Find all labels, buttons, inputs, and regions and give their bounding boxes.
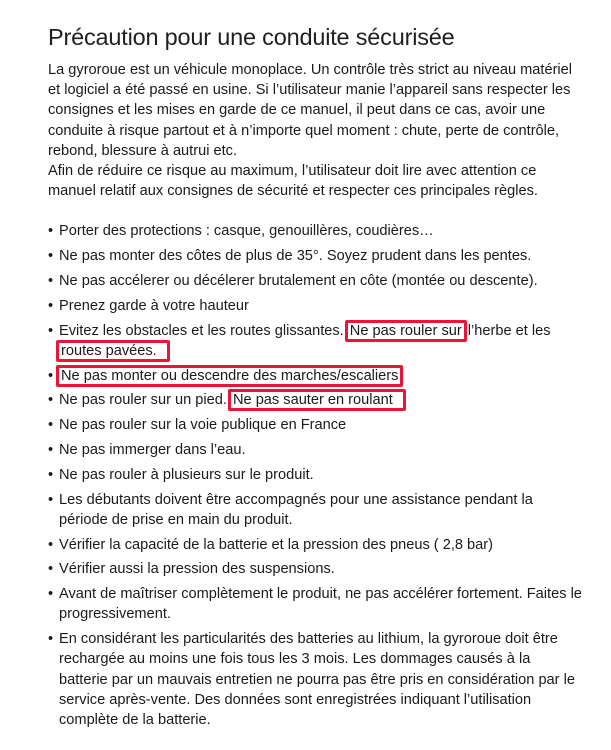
list-item: • Vérifier la capacité de la batterie et la pression des pneus ( 2,8 bar) — [48, 535, 583, 555]
list-item: • Porter des protections : casque, genouillères, coudières… — [48, 221, 583, 241]
list-item: • Vérifier aussi la pression des suspensions. — [48, 559, 583, 579]
rule-text: Ne pas rouler sur un pied. — [59, 392, 227, 409]
list-item: • En considérant les particularités des batteries au lithium, la gyroroue doit être rechargée au moins une fois tous les 3 mois. Les dommages causés à la batterie par un mauvais entretien ne pourra pas être pris en considération par le service après-vente. Des données sont enregistrées indiquant l’utilisation complète de la batterie. — [48, 629, 583, 730]
list-item: • Ne pas immerger dans l’eau. — [48, 440, 583, 460]
rule-text: l’herbe et les — [467, 322, 551, 339]
list-item: • Les débutants doivent être accompagnés pour une assistance pendant la période de prise en main du produit. — [48, 490, 583, 530]
highlight-box: routes pavées. — [56, 340, 170, 362]
intro-section — [48, 60, 583, 201]
intro-paragraph: La gyroroue est un véhicule monoplace. Un contrôle très strict au niveau matériel et logiciel a été passé en usine. Si l’utilisateur manie l’appareil sans respecter les consignes et les mises en garde de ce manuel, il peut dans ce cas, avoir une conduite à risque partout et à n’importe quel moment : chute, perte de contrôle, rebond, blessure à autrui etc. — [48, 62, 573, 159]
list-item: • Ne pas accélerer ou décélerer brutalement en côte (montée ou descente). — [48, 271, 583, 291]
list-item — [48, 321, 583, 361]
highlight-box: Ne pas rouler sur — [345, 320, 467, 342]
intro-paragraph: Afin de réduire ce risque au maximum, l’utilisateur doit lire avec attention ce manuel relatif aux consignes de sécurité et respecter ces principales règles. — [48, 163, 538, 200]
list-item: • Ne pas monter des côtes de plus de 35°. Soyez prudent dans les pentes. — [48, 246, 583, 266]
list-item: • Prenez garde à votre hauteur — [48, 296, 583, 316]
list-item — [48, 366, 583, 386]
highlight-box: Ne pas monter ou descendre des marches/escaliers — [56, 365, 403, 387]
list-item: • Ne pas rouler à plusieurs sur le produit. — [48, 465, 583, 485]
list-item: • Ne pas rouler sur la voie publique en France — [48, 415, 583, 435]
safety-rules-list — [48, 221, 583, 730]
list-item: • Avant de maîtriser complètement le produit, ne pas accélérer fortement. Faites le progressivement. — [48, 584, 583, 624]
rule-text: Evitez les obstacles et les routes glissantes. — [59, 322, 344, 339]
page-title: Précaution pour une conduite sécurisée — [48, 24, 455, 50]
highlight-box: Ne pas sauter en roulant — [228, 389, 406, 411]
list-item — [48, 390, 583, 410]
